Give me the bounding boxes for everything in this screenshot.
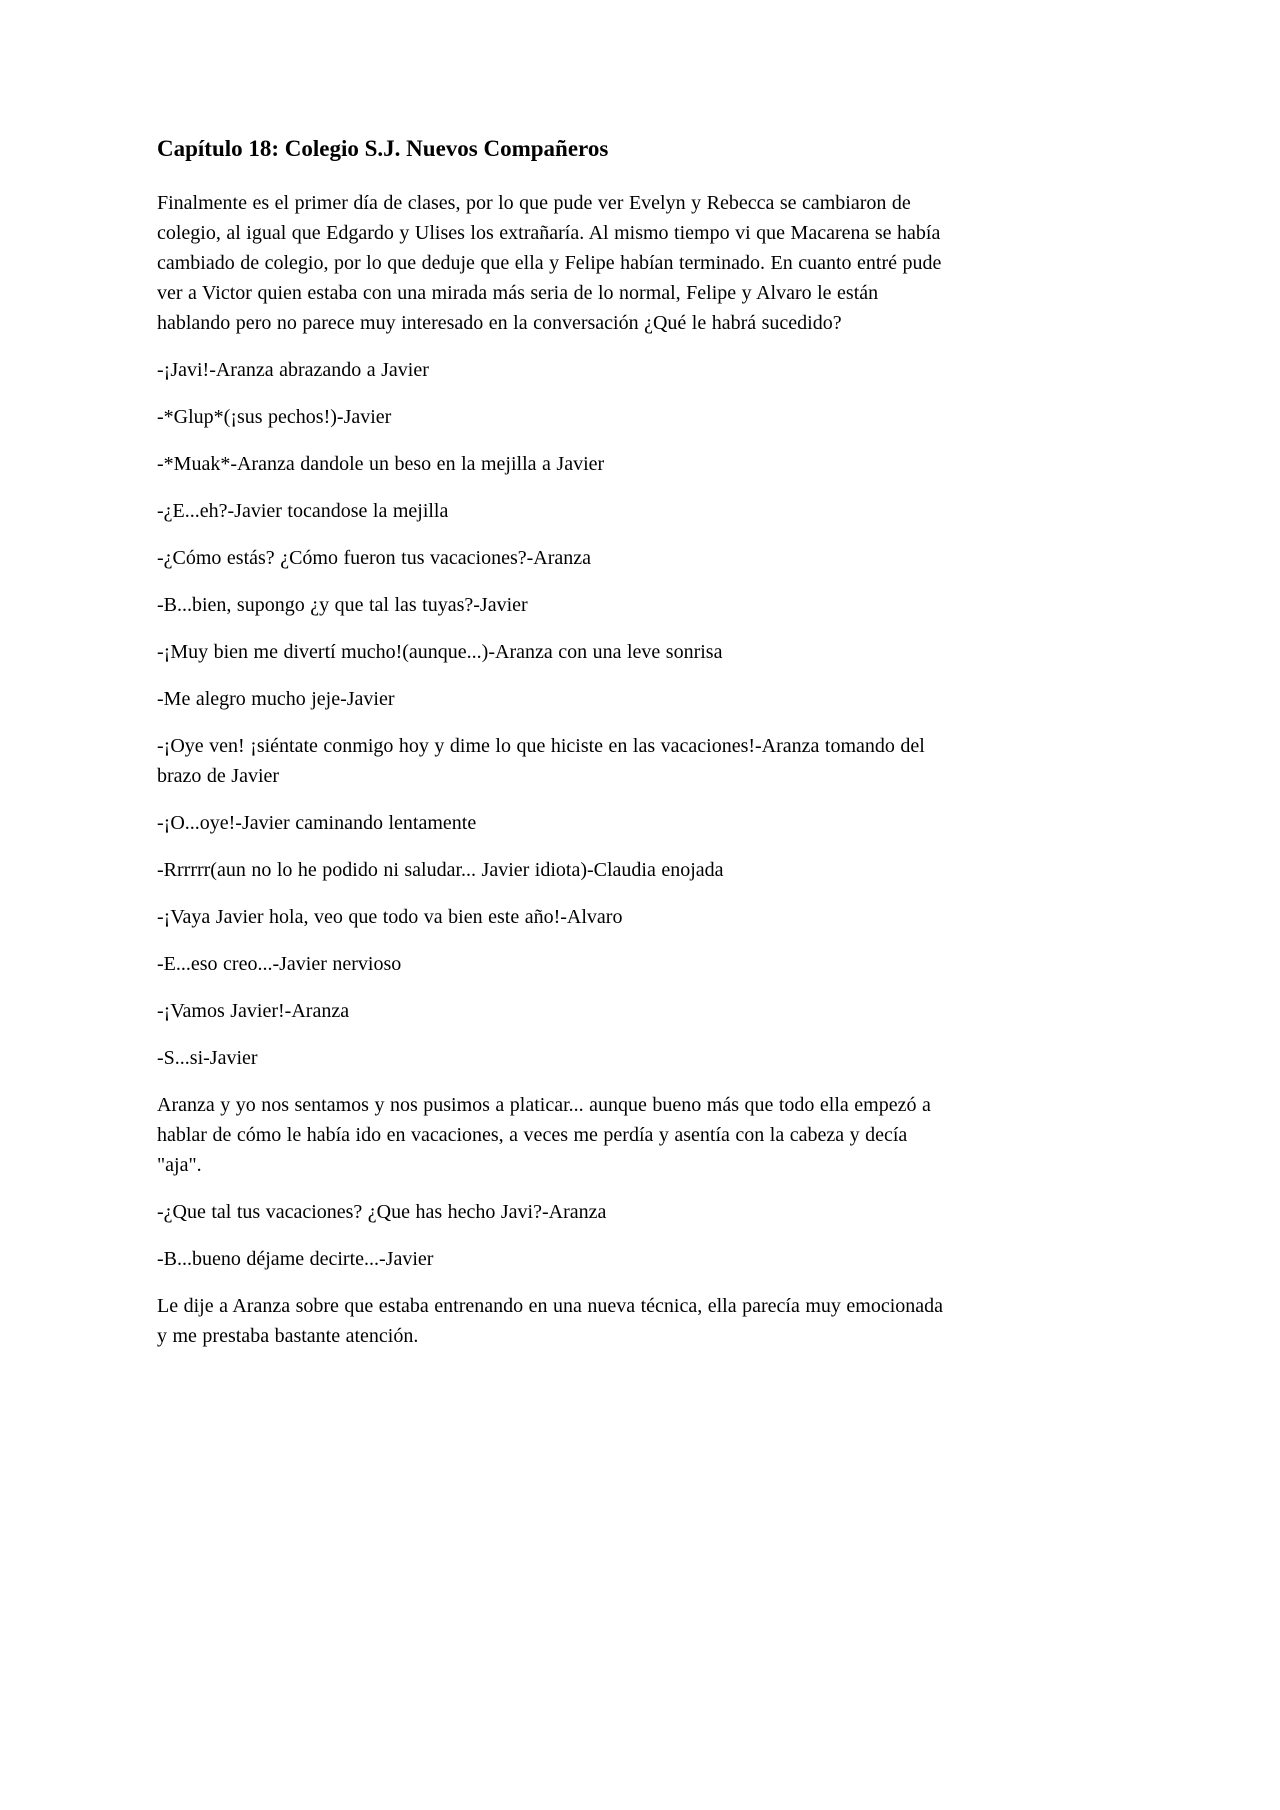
- paragraph: -¡O...oye!-Javier caminando lentamente: [157, 812, 477, 834]
- paragraph: -¡Vamos Javier!-Aranza: [157, 1000, 350, 1022]
- paragraph: -*Muak*-Aranza dandole un beso en la mejilla a Javier: [157, 453, 605, 475]
- paragraph: -¿Cómo estás? ¿Cómo fueron tus vacaciones?-Aranza: [157, 547, 591, 569]
- paragraph: -E...eso creo...-Javier nervioso: [157, 953, 402, 975]
- paragraph: Finalmente es el primer día de clases, por lo que pude ver Evelyn y Rebecca se cambiaron de colegio, al igual que Edgardo y Ulises los extrañaría. Al mismo tiempo vi que Macarena se había cambiado de colegio, por lo que deduje que ella y Felipe habían terminado. En cuanto entré pude ver a Victor quien estaba con una mirada más seria de lo normal, Felipe y Alvaro le están hablando pero no parece muy interesado en la conversación ¿Qué le habrá sucedido?: [157, 192, 942, 334]
- paragraph: -¡Muy bien me divertí mucho!(aunque...)-Aranza con una leve sonrisa: [157, 641, 723, 663]
- paragraph: Le dije a Aranza sobre que estaba entrenando en una nueva técnica, ella parecía muy emocionada y me prestaba bastante atención.: [157, 1295, 944, 1347]
- chapter-title: Capítulo 18: Colegio S.J. Nuevos Compañeros: [157, 136, 609, 161]
- paragraph: -¡Javi!-Aranza abrazando a Javier: [157, 359, 429, 381]
- paragraph: -¿E...eh?-Javier tocandose la mejilla: [157, 500, 449, 522]
- paragraphs-container: [157, 188, 949, 1351]
- paragraph: -Me alegro mucho jeje-Javier: [157, 688, 395, 710]
- paragraph: Aranza y yo nos sentamos y nos pusimos a platicar... aunque bueno más que todo ella empezó a hablar de cómo le había ido en vacaciones, a veces me perdía y asentía con la cabeza y decía "aja".: [157, 1094, 931, 1176]
- document-content: [157, 134, 949, 1368]
- paragraph: -B...bien, supongo ¿y que tal las tuyas?-Javier: [157, 594, 528, 616]
- paragraph: -Rrrrrr(aun no lo he podido ni saludar... Javier idiota)-Claudia enojada: [157, 859, 724, 881]
- paragraph: -S...si-Javier: [157, 1047, 258, 1069]
- paragraph: -¡Vaya Javier hola, veo que todo va bien este año!-Alvaro: [157, 906, 623, 928]
- paragraph: -¡Oye ven! ¡siéntate conmigo hoy y dime lo que hiciste en las vacaciones!-Aranza tomando del brazo de Javier: [157, 735, 925, 787]
- paragraph: -*Glup*(¡sus pechos!)-Javier: [157, 406, 392, 428]
- paragraph: -¿Que tal tus vacaciones? ¿Que has hecho Javi?-Aranza: [157, 1201, 607, 1223]
- paragraph: -B...bueno déjame decirte...-Javier: [157, 1248, 434, 1270]
